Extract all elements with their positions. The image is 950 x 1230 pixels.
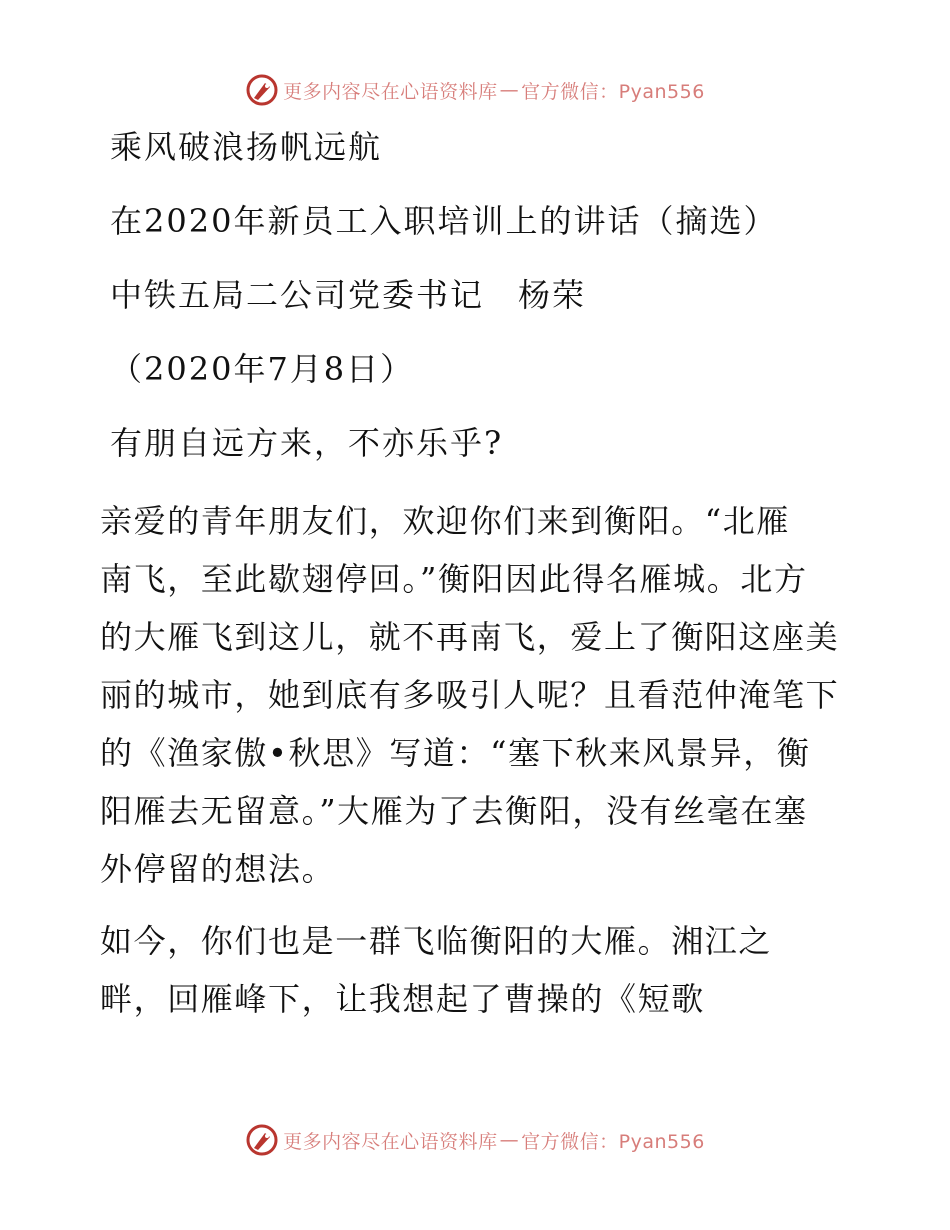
document-date: （2020年7月8日）: [110, 350, 415, 388]
watermark-separator: —: [499, 79, 520, 101]
watermark-suffix: 官方微信：Pyan556: [521, 1130, 705, 1153]
document-title: 乘风破浪扬帆远航: [110, 128, 383, 166]
watermark-separator: —: [499, 1129, 520, 1151]
document-body: [100, 122, 850, 1042]
paragraph-opening: 有朋自远方来，不亦乐乎?: [110, 424, 504, 462]
paragraph-welcome: 亲爱的青年朋友们，欢迎你们来到衡阳。“北雁 南飞，至此歇翅停回。”衡阳因此得名雁城。北方 的大雁飞到这儿，就不再南飞，爱上了衡阳这座美 丽的城市，她到底有多吸引人呢？且看范仲淹笔下 的《渔家傲•秋思》写道：“塞下秋来风景异，衡 阳雁去无留意。”大雁为了去衡阳，没有丝毫在塞 外停留的想法。: [100, 502, 840, 888]
document-subtitle: 在2020年新员工入职培训上的讲话（摘选）: [110, 202, 778, 240]
paragraph-today: 如今，你们也是一群飞临衡阳的大雁。湘江之 畔，回雁峰下，让我想起了曹操的《短歌: [100, 922, 773, 1018]
pen-nib-circle-icon: [245, 73, 279, 107]
watermark-text: 更多内容尽在心语资料库: [283, 1130, 498, 1153]
watermark-text: 更多内容尽在心语资料库: [283, 80, 498, 103]
footer-watermark: [0, 1120, 950, 1160]
watermark-suffix: 官方微信：Pyan556: [521, 80, 705, 103]
header-watermark: [0, 70, 950, 110]
pen-nib-circle-icon: [245, 1123, 279, 1157]
document-author: 中铁五局二公司党委书记 杨荣: [110, 276, 587, 314]
